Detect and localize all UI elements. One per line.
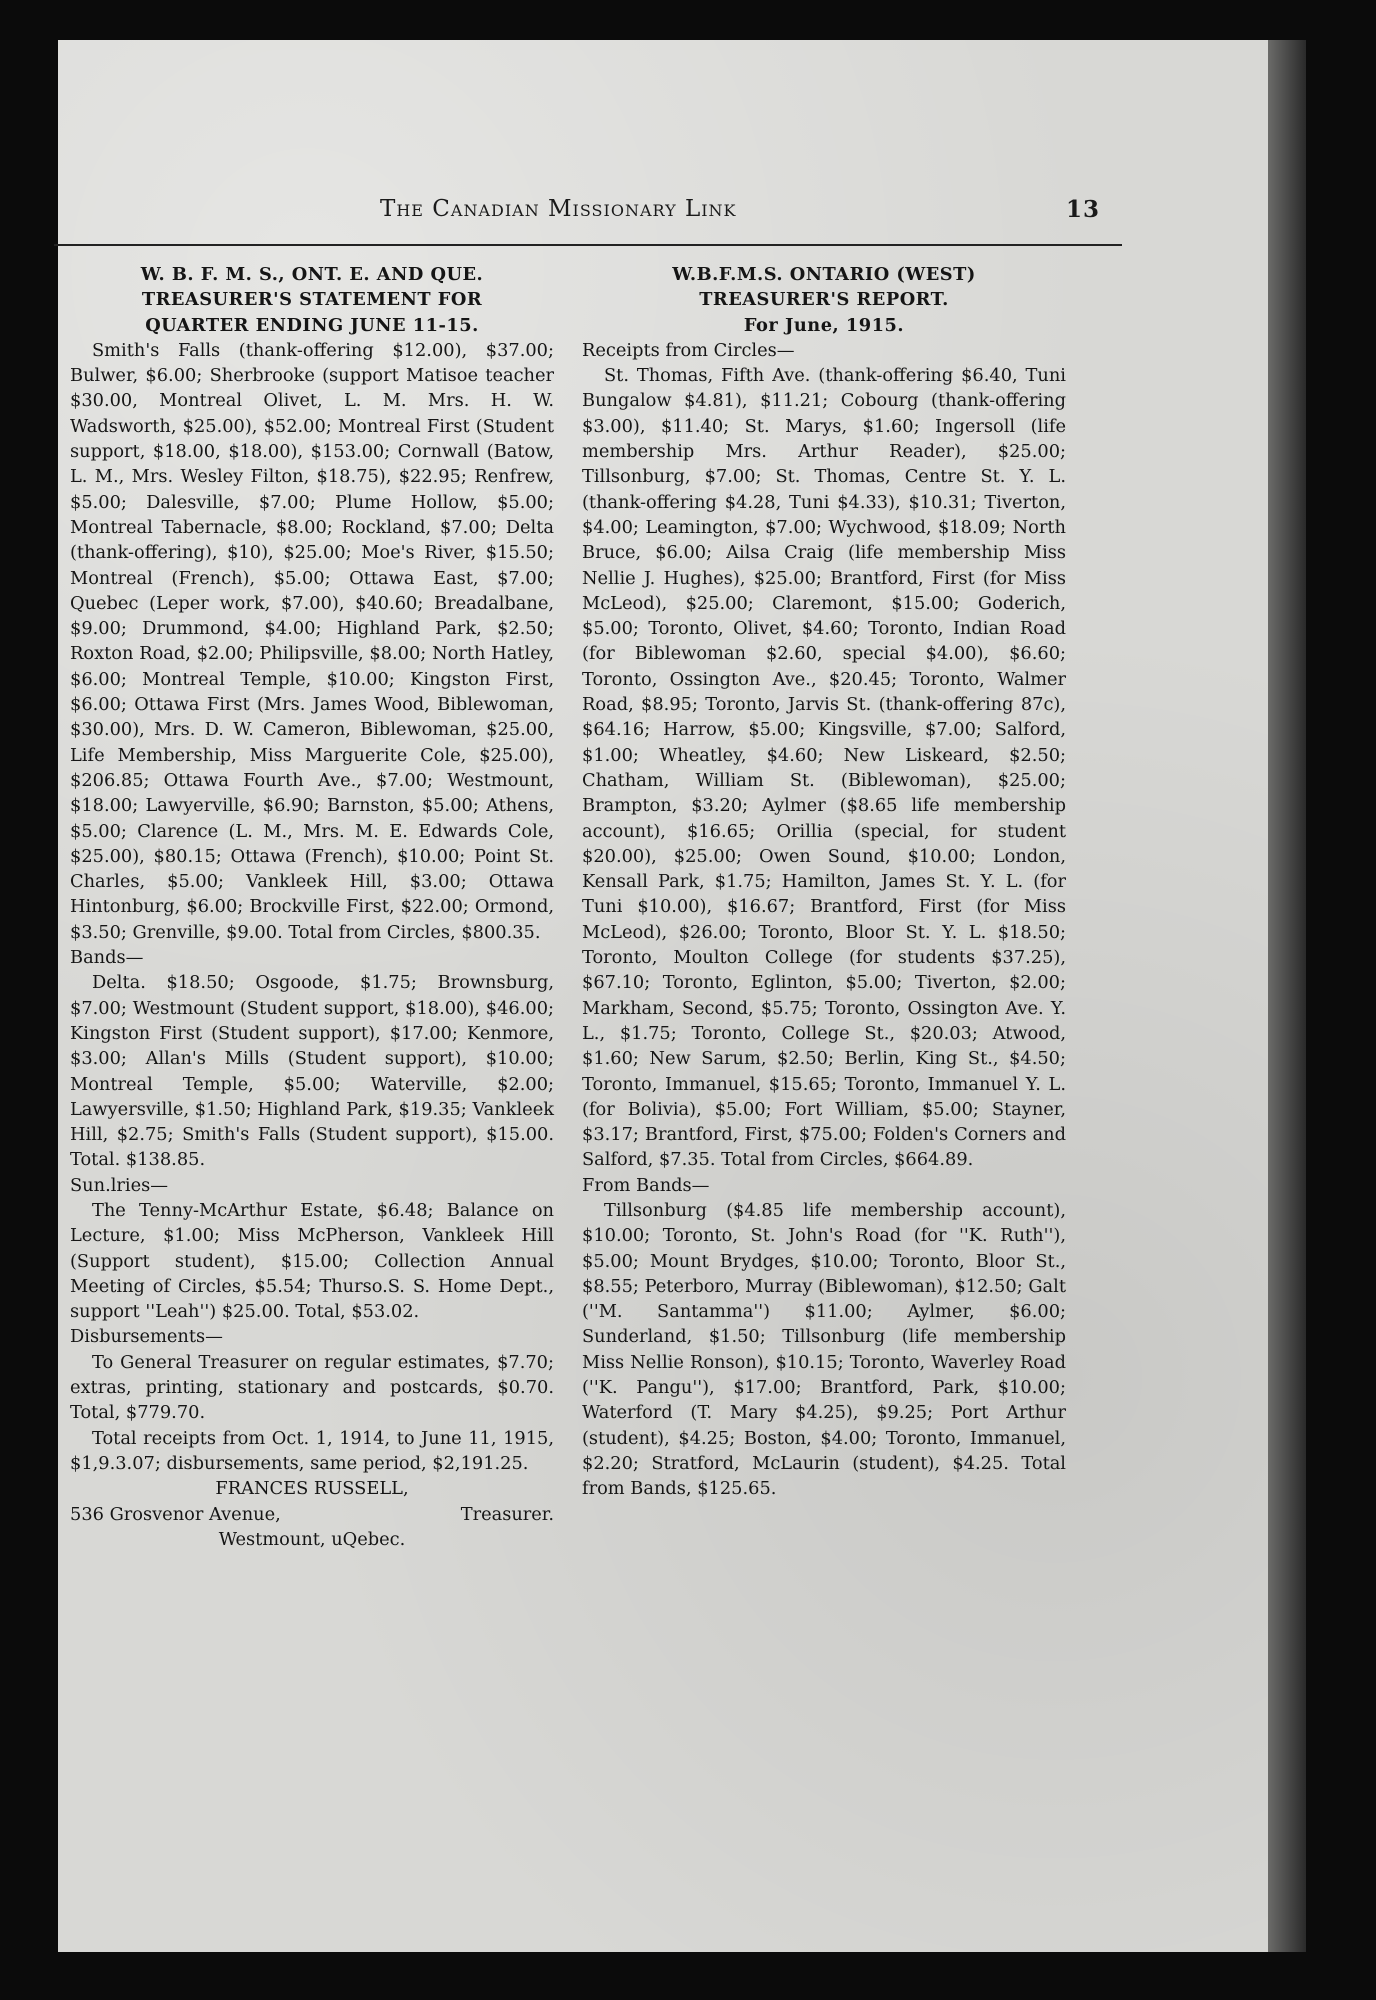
- signature-role: Treasurer.: [460, 1503, 554, 1525]
- signature-address: 536 Grosvenor Avenue,: [70, 1503, 281, 1525]
- signature-place: Westmount, uQebec.: [218, 1528, 406, 1550]
- page-number: 13: [1065, 196, 1100, 223]
- left-heading: [70, 262, 554, 338]
- signature-name: FRANCES RUSSELL,: [215, 1478, 409, 1500]
- publication-title: The Canadian Missionary Link: [380, 196, 737, 222]
- left-heading-line: QUARTER ENDING JUNE 11-15.: [145, 314, 479, 336]
- left-sundries-paragraph: The Tenny-McArthur Estate, $6.48; Balance on Lecture, $1.00; Miss McPherson, Vankleek Hill (Support student), $15.00; Collection Annual Meeting of Circles, $5.54; Thurso.S. S. Home Dept., support ''Leah'') $25.00. Total, $53.02.: [70, 1199, 554, 1323]
- left-sundries-label: Sun.lries—: [70, 1174, 169, 1196]
- right-heading-line: W.B.F.M.S. ONTARIO (WEST): [672, 264, 976, 285]
- left-heading-line: W. B. F. M. S., ONT. E. AND QUE.: [140, 264, 484, 285]
- right-bands-paragraph: Tillsonburg ($4.85 life membership account), $10.00; Toronto, St. John's Road (for ''K. Ruth''), $5.00; Mount Brydges, $10.00; Toronto, Bloor St., $8.55; Peterboro, Murray (Biblewoman), $12.50; Galt (''M. Santamma'') $11.00; Aylmer, $6.00; Sunderland, $1.50; Tillsonburg (life membership Miss Nellie Ronson), $10.15; Toronto, Waverley Road (''K. Pangu''), $17.00; Brantford, Park, $10.00; Waterford (T. Mary $4.25), $9.25; Port Arthur (student), $4.25; Boston, $4.00; Toronto, Immanuel, $2.20; Stratford, McLaurin (student), $4.25. Total from Bands, $125.65.: [582, 1199, 1066, 1500]
- right-receipts-label: Receipts from Circles—: [582, 339, 795, 361]
- left-circles-paragraph: Smith's Falls (thank-offering $12.00), $37.00; Bulwer, $6.00; Sherbrooke (support Matisoe teacher $30.00, Montreal Olivet, L. M. Mrs. H. W. Wadsworth, $25.00), $52.00; Montreal First (Student support, $18.00, $18.00), $153.00; Cornwall (Batow, L. M., Mrs. Wesley Filton, $18.75), $22.95; Renfrew, $5.00; Dalesville, $7.00; Plume Hollow, $5.00; Montreal Tabernacle, $8.00; Rockland, $7.00; Delta (thank-offering), $10), $25.00; Moe's River, $15.50; Montreal (French), $5.00; Ottawa East, $7.00; Quebec (Leper work, $7.00), $40.60; Breadalbane, $9.00; Drummond, $4.00; Highland Park, $2.50; Roxton Road, $2.00; Philipsville, $8.00; North Hatley, $6.00; Montreal Temple, $10.00; Kingston First, $6.00; Ottawa First (Mrs. James Wood, Biblewoman, $30.00), Mrs. D. W. Cameron, Biblewoman, $25.00, Life Membership, Miss Marguerite Cole, $25.00), $206.85; Ottawa Fourth Ave., $7.00; Westmount, $18.00; Lawyerville, $6.90; Barnston, $5.00; Athens, $5.00; Clarence (L. M., Mrs. M. E. Edwards Cole, $25.00), $80.15; Ottawa (French), $10.00; Point St. Charles, $5.00; Vankleek Hill, $3.00; Ottawa Hintonburg, $6.00; Brockville First, $22.00; Ormond, $3.50; Grenville, $9.00. Total from Circles, $800.35.: [70, 339, 554, 943]
- left-bands-label: Bands—: [70, 947, 144, 969]
- right-heading: [582, 262, 1066, 338]
- left-heading-line: TREASURER'S STATEMENT FOR: [141, 289, 483, 311]
- left-column: [70, 262, 554, 1552]
- left-disbursements-label: Disbursements—: [70, 1326, 223, 1348]
- running-header: [320, 196, 1100, 232]
- header-rule: [54, 244, 1122, 246]
- left-bands-paragraph: Delta. $18.50; Osgoode, $1.75; Brownsburg, $7.00; Westmount (Student support, $18.00), $46.00; Kingston First (Student support), $17.00; Kenmore, $3.00; Allan's Mills (Student support), $10.00; Montreal Temple, $5.00; Waterville, $2.00; Lawyersville, $1.50; Highland Park, $19.35; Vankleek Hill, $2.75; Smith's Falls (Student support), $15.00. Total. $138.85.: [70, 972, 554, 1171]
- right-bands-label: From Bands—: [582, 1174, 710, 1196]
- signature-line: [70, 1502, 554, 1527]
- right-heading-line: TREASURER'S REPORT.: [699, 289, 949, 311]
- right-circles-paragraph: St. Thomas, Fifth Ave. (thank-offering $6.40, Tuni Bungalow $4.81), $11.21; Cobourg (thank-offering $3.00), $11.40; St. Marys, $1.60; Ingersoll (life membership Mrs. Arthur Reader), $25.00; Tillsonburg, $7.00; St. Thomas, Centre St. Y. L. (thank-offering $4.28, Tuni $4.33), $10.31; Tiverton, $4.00; Leamington, $7.00; Wychwood, $18.09; North Bruce, $6.00; Ailsa Craig (life membership Miss Nellie J. Hughes), $25.00; Brantford, First (for Miss McLeod), $25.00; Claremont, $15.00; Goderich, $5.00; Toronto, Olivet, $4.60; Toronto, Indian Road (for Biblewoman $2.60, special $4.00), $6.60; Toronto, Ossington Ave., $20.45; Toronto, Walmer Road, $8.95; Toronto, Jarvis St. (thank-offering 87c), $64.16; Harrow, $5.00; Kingsville, $7.00; Salford, $1.00; Wheatley, $4.60; New Liskeard, $2.50; Chatham, William St. (Biblewoman), $25.00; Brampton, $3.20; Aylmer ($8.65 life membership account), $16.65; Orillia (special, for student $20.00), $25.00; Owen Sound, $10.00; London, Kensall Park, $1.75; Hamilton, James St. Y. L. (for Tuni $10.00), $16.67; Brantford, First (for Miss McLeod), $26.00; Toronto, Bloor St. Y. L. $18.50; Toronto, Moulton College (for students $37.25), $67.10; Toronto, Eglinton, $5.00; Tiverton, $2.00; Markham, Second, $5.75; Toronto, Ossington Ave. Y. L., $1.75; Toronto, College St., $20.03; Atwood, $1.60; New Sarum, $2.50; Berlin, King St., $4.50; Toronto, Immanuel, $15.65; Toronto, Immanuel Y. L. (for Bolivia), $5.00; Fort William, $5.00; Stayner, $3.17; Brantford, First, $75.00; Folden's Corners and Salford, $7.35. Total from Circles, $664.89.: [582, 365, 1066, 1171]
- left-disbursements-paragraph: To General Treasurer on regular estimates, $7.70; extras, printing, stationary and postcards, $0.70. Total, $779.70.: [70, 1351, 554, 1424]
- right-column: [582, 262, 1066, 1502]
- page-edge-shadow: [1268, 40, 1306, 1952]
- left-total-paragraph: Total receipts from Oct. 1, 1914, to June 11, 1915, $1,9.3.07; disbursements, same period, $2,191.25.: [70, 1427, 554, 1474]
- right-heading-line: For June, 1915.: [743, 314, 905, 336]
